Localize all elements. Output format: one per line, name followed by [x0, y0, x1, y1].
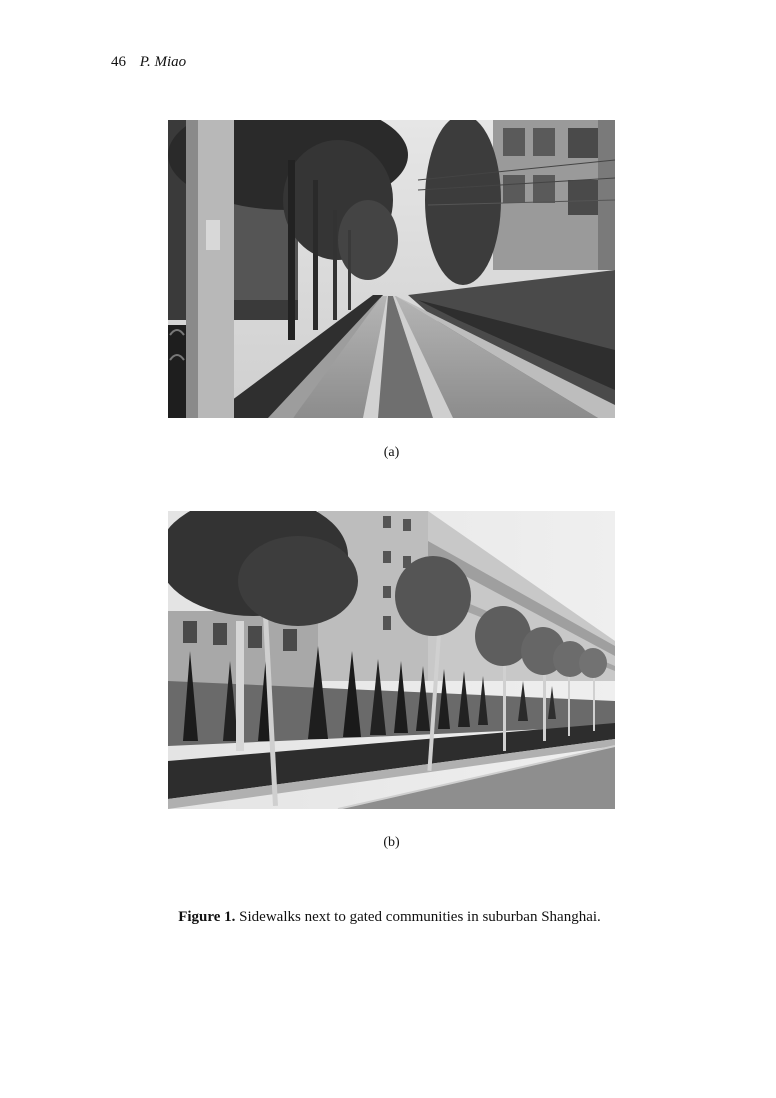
- subfigure-label-b: (b): [383, 835, 400, 850]
- subfigure-label-a: (a): [383, 445, 400, 460]
- photo-a-sidewalk: [168, 120, 615, 418]
- running-head: [111, 53, 186, 71]
- running-author: P. Miao: [139, 54, 187, 70]
- photo-a-image: [168, 120, 615, 418]
- photo-b-street: [168, 511, 615, 809]
- figure-caption-label: Figure 1.: [178, 909, 236, 925]
- figure-caption-text: Sidewalks next to gated communities in suburban Shanghai.: [239, 909, 601, 925]
- figure-caption: [166, 908, 613, 927]
- photo-b-image: [168, 511, 615, 809]
- page-number: 46: [111, 54, 126, 70]
